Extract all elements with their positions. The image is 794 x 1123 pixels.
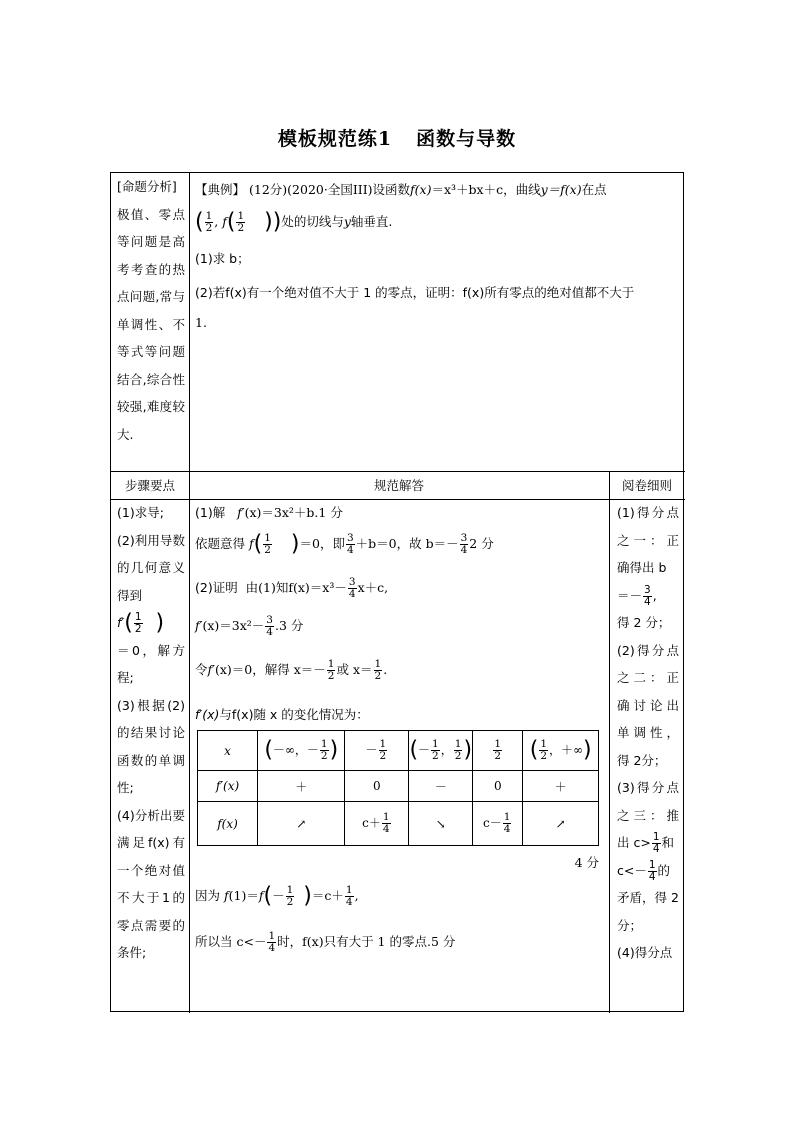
rule-4: (4)得分点	[617, 945, 673, 960]
question-1: (1)求 b；	[195, 251, 250, 266]
analysis-text: 极值、零点等问题是高考考查的热点问题,常与单调性、不等式等问题结合,综合性较强,难度较大.	[117, 206, 185, 442]
header-solution: 规范解答	[373, 478, 424, 493]
header-steps: 步骤要点	[124, 478, 175, 493]
example-tag: 【典例】	[195, 182, 246, 197]
rule-3: (3)得分点之三：推出 c> $\frac{1}{4}$ 和 c<－ $\frac{1}{4}$ 的 矛盾，得 2分；	[617, 780, 679, 933]
col-divider	[189, 173, 190, 1013]
content-table	[110, 172, 684, 1012]
col-divider	[609, 471, 610, 1013]
step-2: (2)利用导数的几何意义得到 f′( $\frac{1}{2}$ ) ＝0，解方程;	[117, 532, 185, 685]
score-4: 4 分	[574, 855, 599, 870]
page-title: 模板规范练1 函数与导数	[277, 128, 517, 150]
example-meta: (12分)(2020·全国III)	[249, 182, 373, 197]
step-1: (1)求导;	[117, 505, 164, 520]
analysis-cell	[117, 173, 185, 448]
example-problem: 【典例】 (12分)(2020·全国III)设函数f(x)＝x³＋bx＋c，曲线y＝f(x)在点 ( $\frac{1}{2}$ , f( $\frac{1}{2}$ ))处的切线与y轴垂直. (1)求 b； (2)若f(x)有一个绝对值不大于 1 的零点，证明：f(x)所有零点的绝对值都不大于 1.	[195, 182, 635, 330]
rules-cell	[617, 499, 679, 967]
analysis-label: [命题分析]	[117, 179, 177, 194]
row-divider	[111, 471, 685, 472]
header-rules: 阅卷细则	[621, 478, 672, 493]
step-4: (4)分析出要满足f(x)有一个绝对值不大于1的零点需要的条件;	[117, 807, 185, 960]
steps-cell	[117, 499, 185, 967]
rule-1: (1)得分点之一：正确得出 b ＝－ $\frac{3}{4}$ , 得 2 分；	[617, 505, 679, 630]
question-2: (2)若f(x)有一个绝对值不大于 1 的零点，证明：f(x)所有零点的绝对值都不大于	[195, 285, 635, 300]
solution-cell: (1)解 f′(x)＝3x²＋b.1 分 依题意得 f( $\frac{1}{2}$ )＝0，即 $\frac{3}{4}$ ＋b＝0，故 b＝－ $\frac{3}{4}$ 2 分 (2)证明 由(1)知f(x)＝x³－ $\frac{3}{4}$ x＋c, f′(x)＝3x²－ $\frac{3}{4}$ .3 分 令f′(x)＝0，解得 x＝－ $\frac{1}{2}$ 或 x＝ $\frac{1}{2}$ . f′(x)与f(x)随 x 的变化情况为： x (－∞，－ $\frac{1}{2}$ ) － $\frac{1}{2}$ (－ $\frac{1}{2}$ ， $\frac{1}{2}$ ) $\frac{1}{2}$ ( $\frac{1}{2}$ ，＋∞) f′(x) ＋ 0 － 0 ＋ f(x) ↗ c＋ $\frac{1}{4}$ ↘ c－ $\frac{1}{4}$ ↗ 4 分 因为 f(1)＝f(－ $\frac{1}{2}$ )＝c＋ $\frac{1}{4}$ , 所以当 c<－ $\frac{1}{4}$ 时，f(x)只有大于 1 的零点.5 分	[195, 505, 599, 954]
step-3: (3)根据(2)的结果讨论函数的单调性;	[117, 697, 185, 795]
rule-2: (2)得分点之二：正确讨论出单调性，得 2分；	[617, 642, 679, 768]
variation-table: x (－∞，－ $\frac{1}{2}$ ) － $\frac{1}{2}$ (－ $\frac{1}{2}$ ， $\frac{1}{2}$ ) $\frac{1}{2}$ ( $\frac{1}{2}$ ，＋∞) f′(x) ＋ 0 － 0 ＋ f(x) ↗ c＋ $\frac{1}{4}$ ↘ c－ $\frac{1}{4}$ ↗	[197, 730, 599, 846]
